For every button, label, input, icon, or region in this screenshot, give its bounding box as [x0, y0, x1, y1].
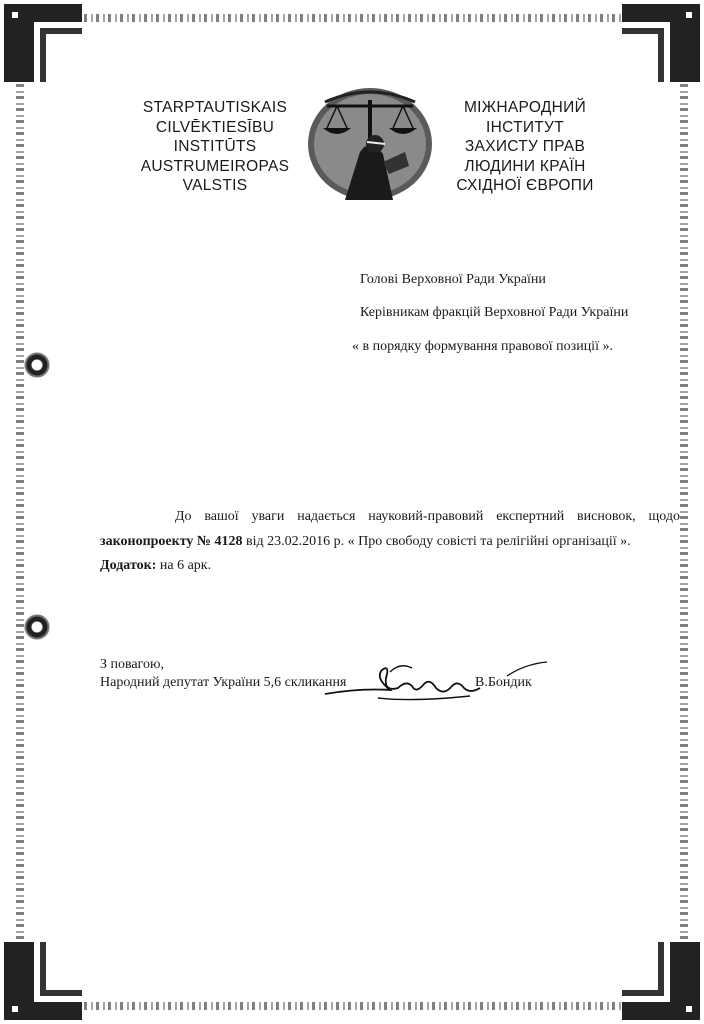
closing-greeting: З повагою, [100, 657, 164, 672]
attachment-label: Додаток: [100, 558, 157, 573]
org-line: МІЖНАРОДНИЙ [463, 99, 587, 116]
org-line: ЗАХИСТУ ПРАВ [464, 138, 586, 155]
bill-reference: законопроекту № 4128 [100, 534, 243, 549]
org-line: AUSTRUMEIROPAS [140, 157, 290, 175]
corner-ornament-top-right [622, 4, 700, 82]
border-right [680, 60, 688, 964]
org-line: ЛЮДИНИ КРАЇН [464, 157, 586, 175]
org-line: INSTITŪTS [173, 138, 257, 155]
addressee-note: « в порядку формування правової позиції ». [352, 339, 613, 354]
org-line: СХІДНОЇ ЄВРОПИ [456, 177, 594, 194]
binder-hole-mark [24, 614, 50, 640]
org-name-ukrainian [440, 98, 610, 196]
attachment-value: на 6 арк. [156, 558, 212, 573]
org-line: STARPTAUTISKAIS [142, 99, 288, 116]
addressee-line: Голові Верховної Ради України [360, 272, 546, 287]
signer-position: Народний депутат України 5,6 скликання [100, 675, 347, 690]
org-line: ІНСТИТУТ [486, 118, 564, 136]
org-line: CILVĒKTIESĪBU [155, 118, 275, 136]
corner-ornament-bottom-left [4, 942, 82, 1020]
signature-flourish [505, 660, 550, 678]
bill-details: від 23.02.2016 р. « Про свободу совісті та релігійні організації ». [242, 534, 631, 549]
border-bottom [60, 1002, 644, 1010]
addressee-line: Керівникам фракцій Верховної Ради України [360, 305, 629, 320]
org-name-latvian [130, 98, 300, 196]
signer-name: В.Бондик [475, 675, 532, 690]
body-intro: До вашої уваги надається науковий-правовий експертний висновок, щодо [175, 509, 680, 524]
handwritten-signature [320, 658, 495, 708]
corner-ornament-bottom-right [622, 942, 700, 1020]
justice-emblem-logo [305, 82, 435, 202]
border-left [16, 60, 24, 964]
org-line: VALSTIS [182, 177, 248, 194]
corner-ornament-top-left [4, 4, 82, 82]
binder-hole-mark [24, 352, 50, 378]
attachment-line [100, 553, 680, 578]
body-paragraph [100, 504, 680, 554]
border-top [60, 14, 644, 22]
